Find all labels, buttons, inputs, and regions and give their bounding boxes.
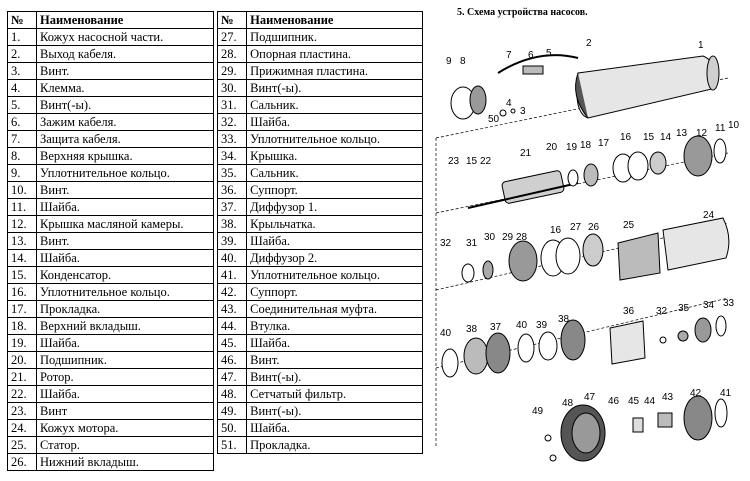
part-name: Конденсатор. [37,267,214,284]
part-number: 51. [218,437,247,454]
part-name: Винт. [37,63,214,80]
row-2-parts [468,136,726,208]
table-row [8,335,214,352]
part-number: 44. [218,318,247,335]
label-50: 50 [488,114,500,125]
part-number: 13. [8,233,37,250]
part-name: Винт(-ы). [247,369,423,386]
part-name: Шайба. [247,114,423,131]
label-26: 26 [588,222,600,233]
table-row [218,199,423,216]
part-name: Клемма. [37,80,214,97]
part-name: Винт. [37,233,214,250]
table-row [8,250,214,267]
part-number: 3. [8,63,37,80]
part-name: Шайба. [247,233,423,250]
part-name: Шайба. [247,335,423,352]
part-name: Винт(-ы). [247,80,423,97]
label-48: 48 [562,398,574,409]
label-31: 31 [466,238,478,249]
label-2: 2 [586,38,592,49]
part-number: 6. [8,114,37,131]
part-name: Прокладка. [247,437,423,454]
part-name: Крышка. [247,148,423,165]
part-number: 50. [218,420,247,437]
table-row [218,165,423,182]
part-name: Винт. [37,182,214,199]
row-4-parts [442,316,726,377]
part-number: 30. [218,80,247,97]
table-row [8,267,214,284]
label-19: 19 [566,142,578,153]
header-name: Наименование [37,12,214,29]
table-row [8,165,214,182]
part-name: Шайба. [37,199,214,216]
part-number: 31. [218,97,247,114]
part-number: 37. [218,199,247,216]
table-row [8,301,214,318]
table-row [8,318,214,335]
label-16b: 16 [550,225,562,236]
label-29: 29 [502,232,514,243]
label-3: 3 [520,106,526,117]
label-27: 27 [570,222,582,233]
table-row [218,29,423,46]
label-38: 38 [558,314,570,325]
part-name: Зажим кабеля. [37,114,214,131]
label-22: 22 [480,156,492,167]
part-number: 21. [8,369,37,386]
part-number: 7. [8,131,37,148]
part-number: 9. [8,165,37,182]
table-row [218,80,423,97]
table-row [8,454,214,471]
table-row [8,369,214,386]
table-row [8,97,214,114]
part-name: Нижний вкладыш. [37,454,214,471]
part-name: Сальник. [247,165,423,182]
table-row [8,80,214,97]
part-number: 1. [8,29,37,46]
label-49: 49 [532,406,544,417]
part-number: 43. [218,301,247,318]
part-name: Винт. [247,352,423,369]
table-row [8,403,214,420]
table-row [8,216,214,233]
part-name: Кожух мотора. [37,420,214,437]
part-name: Верхний вкладыш. [37,318,214,335]
table-row [218,148,423,165]
table-row [8,46,214,63]
label-7: 7 [506,50,512,61]
part-name: Ротор. [37,369,214,386]
part-name: Сетчатый фильтр. [247,386,423,403]
part-name: Шайба. [37,335,214,352]
part-name: Диффузор 2. [247,250,423,267]
table-row [8,148,214,165]
label-1: 1 [698,40,704,51]
label-32b: 32 [656,306,668,317]
row-1-parts [451,55,719,119]
part-number: 42. [218,284,247,301]
part-number: 23. [8,403,37,420]
label-41: 41 [720,388,732,399]
table-row [218,233,423,250]
table-row [8,182,214,199]
label-40: 40 [516,320,528,331]
table-row [8,29,214,46]
part-name: Шайба. [247,420,423,437]
part-number: 8. [8,148,37,165]
part-name: Крышка масляной камеры. [37,216,214,233]
part-name: Соединительная муфта. [247,301,423,318]
part-number: 26. [8,454,37,471]
part-number: 2. [8,46,37,63]
part-number: 47. [218,369,247,386]
label-16: 16 [620,132,632,143]
part-name: Верхняя крышка. [37,148,214,165]
label-24: 24 [703,210,715,221]
part-name: Сальник. [247,97,423,114]
label-13: 13 [676,128,688,139]
part-number: 40. [218,250,247,267]
table-row [218,301,423,318]
label-15b: 15 [466,156,478,167]
part-number: 39. [218,233,247,250]
table-row [218,63,423,80]
part-name: Крыльчатка. [247,216,423,233]
label-39: 39 [536,320,548,331]
label-34: 34 [703,300,715,311]
table-row [8,233,214,250]
part-number: 20. [8,352,37,369]
part-name: Диффузор 1. [247,199,423,216]
label-11: 11 [715,123,726,134]
table-row [218,318,423,335]
label-10: 10 [728,120,740,131]
part-number: 45. [218,335,247,352]
label-21: 21 [520,148,532,159]
table-row [218,369,423,386]
table-row [218,267,423,284]
part-number: 34. [218,148,247,165]
part-number: 15. [8,267,37,284]
label-37: 37 [490,322,502,333]
part-number: 4. [8,80,37,97]
label-43: 43 [662,392,674,403]
table-row [218,182,423,199]
part-name: Опорная пластина. [247,46,423,63]
part-name: Шайба. [37,250,214,267]
label-15: 15 [643,132,655,143]
table-row [218,403,423,420]
part-number: 49. [218,403,247,420]
part-number: 48. [218,386,247,403]
part-number: 19. [8,335,37,352]
part-name: Суппорт. [247,182,423,199]
table-header-row [8,12,214,29]
part-number: 29. [218,63,247,80]
label-8: 8 [460,56,466,67]
label-25: 25 [623,220,635,231]
part-number: 5. [8,97,37,114]
label-5: 5 [546,48,552,59]
label-40b: 40 [440,328,452,339]
part-number: 33. [218,131,247,148]
part-number: 32. [218,114,247,131]
table-row [8,420,214,437]
part-number: 38. [218,216,247,233]
part-name: Винт [37,403,214,420]
part-name: Прижимная пластина. [247,63,423,80]
label-4: 4 [506,98,512,109]
table-header-row [218,12,423,29]
label-30: 30 [484,232,496,243]
label-17: 17 [598,138,610,149]
part-number: 46. [218,352,247,369]
part-name: Уплотнительное кольцо. [247,267,423,284]
label-12: 12 [696,128,708,139]
label-28: 28 [516,232,528,243]
label-32: 32 [440,238,452,249]
part-number: 27. [218,29,247,46]
part-number: 10. [8,182,37,199]
label-23: 23 [448,156,460,167]
table-row [218,216,423,233]
part-number: 25. [8,437,37,454]
header-num: № [218,12,247,29]
part-number: 22. [8,386,37,403]
table-row [218,97,423,114]
part-name: Уплотнительное кольцо. [37,284,214,301]
part-name: Подшипник. [37,352,214,369]
part-number: 24. [8,420,37,437]
table-row [218,420,423,437]
part-number: 14. [8,250,37,267]
part-name: Кожух насосной части. [37,29,214,46]
part-number: 35. [218,165,247,182]
label-36: 36 [623,306,635,317]
pump-exploded-diagram [428,18,748,478]
table-row [8,352,214,369]
table-row [218,46,423,63]
label-20: 20 [546,142,558,153]
parts-table-left [7,11,214,471]
part-name: Суппорт. [247,284,423,301]
table-row [8,131,214,148]
part-name: Уплотнительное кольцо. [247,131,423,148]
part-name: Винт(-ы). [247,403,423,420]
label-6: 6 [528,50,534,61]
label-47: 47 [584,392,596,403]
part-name: Втулка. [247,318,423,335]
table-row [218,386,423,403]
part-name: Шайба. [37,386,214,403]
table-row [8,437,214,454]
label-33: 33 [723,298,735,309]
parts-table-right [217,11,423,454]
label-18: 18 [580,140,592,151]
part-number: 17. [8,301,37,318]
label-35: 35 [678,303,690,314]
table-row [8,284,214,301]
table-row [218,250,423,267]
label-14: 14 [660,132,672,143]
table-row [218,131,423,148]
table-row [8,199,214,216]
label-45: 45 [628,396,640,407]
part-name: Уплотнительное кольцо. [37,165,214,182]
table-row [218,284,423,301]
part-number: 28. [218,46,247,63]
header-name: Наименование [247,12,423,29]
table-row [218,335,423,352]
part-name: Выход кабеля. [37,46,214,63]
label-9: 9 [446,56,452,67]
part-number: 18. [8,318,37,335]
table-row [218,352,423,369]
table-row [8,114,214,131]
label-44: 44 [644,396,656,407]
table-row [8,386,214,403]
table-row [218,437,423,454]
diagram-title: 5. Схема устройства насосов. [457,7,588,18]
part-name: Прокладка. [37,301,214,318]
part-name: Винт(-ы). [37,97,214,114]
header-num: № [8,12,37,29]
part-name: Статор. [37,437,214,454]
label-46: 46 [608,396,620,407]
part-number: 36. [218,182,247,199]
table-row [8,63,214,80]
part-number: 16. [8,284,37,301]
part-name: Подшипник. [247,29,423,46]
part-number: 41. [218,267,247,284]
part-number: 12. [8,216,37,233]
label-38b: 38 [466,324,478,335]
part-number: 11. [8,199,37,216]
part-name: Защита кабеля. [37,131,214,148]
label-42: 42 [690,388,702,399]
table-row [218,114,423,131]
